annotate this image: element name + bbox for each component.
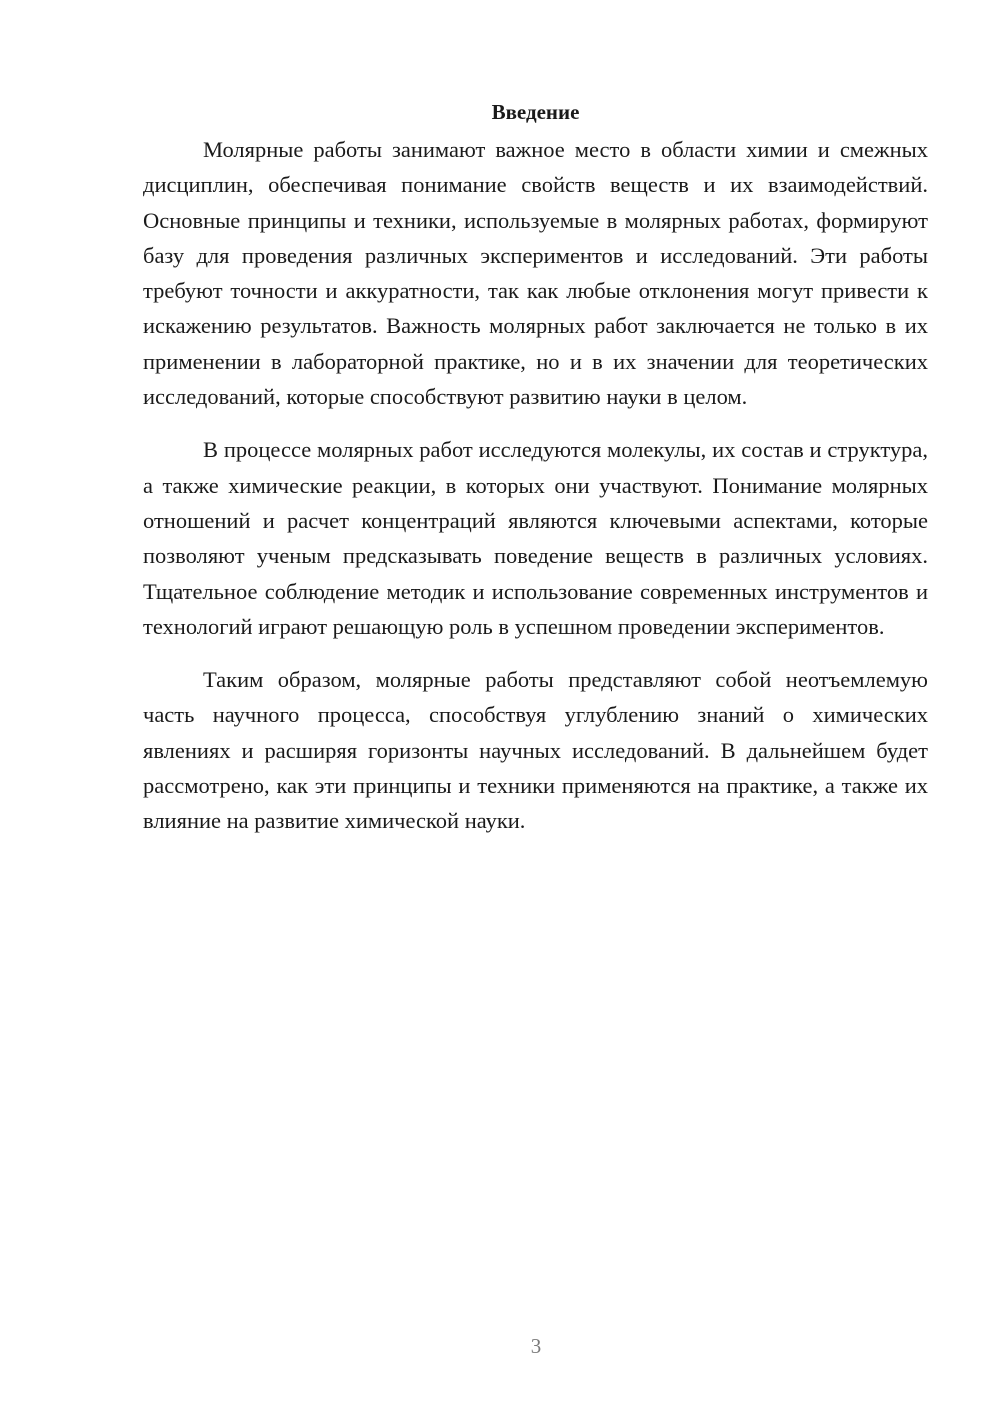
- page-content: [143, 98, 928, 839]
- page-number: 3: [530, 1334, 542, 1358]
- paragraph-3: Таким образом, молярные работы представляют собой неотъемлемую часть научного процесса, способствуя углублению знаний о химических явлениях и расширяя горизонты научных исследований. В дальнейшем будет рассмотрено, как эти принципы и техники применяются на практике, а также их влияние на развитие химической науки.: [143, 667, 928, 834]
- paragraph-1: Молярные работы занимают важное место в области химии и смежных дисциплин, обеспечивая понимание свойств веществ и их взаимодействий. Основные принципы и техники, используемые в молярных работах, формируют базу для проведения различных экспериментов и исследований. Эти работы требуют точности и аккуратности, так как любые отклонения могут привести к искажению результатов. Важность молярных работ заключается не только в их применении в лабораторной практике, но и в их значении для теоретических исследований, которые способствуют развитию науки в целом.: [143, 137, 928, 410]
- section-heading: Введение: [491, 100, 580, 124]
- paragraph-2: В процессе молярных работ исследуются молекулы, их состав и структура, а также химические реакции, в которых они участвуют. Понимание молярных отношений и расчет концентраций являются ключевыми аспектами, которые позволяют ученым предсказывать поведение веществ в различных условиях. Тщательное соблюдение методик и использование современных инструментов и технологий играют решающую роль в успешном проведении экспериментов.: [143, 437, 928, 639]
